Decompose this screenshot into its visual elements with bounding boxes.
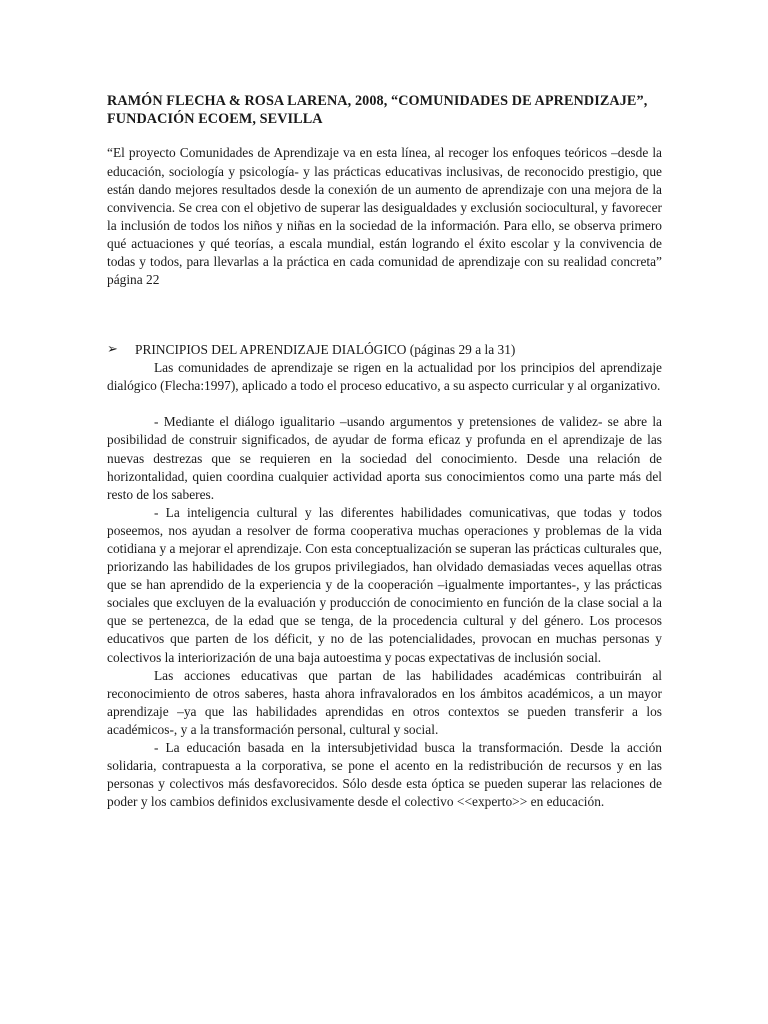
spacer [107,289,662,341]
principle-paragraph-academic-actions: Las acciones educativas que partan de las habilidades académicas contribuirán al reconocimiento de otros saberes, hasta ahora infravalorados en los ámbitos académicos, a un mayor aprendizaje –ya que las habilidades aprendidas en otros contextos se pueden transferir a los académicos-, y a la transformación personal, cultural y social. [107,667,662,737]
principle-paragraph-dialogue: - Mediante el diálogo igualitario –usando argumentos y pretensiones de validez- se abre la posibilidad de construir significados, de ayudar de forma eficaz y profunda en el aprendizaje de las nuevas destrezas que se requieren en la sociedad del conocimiento. Desde una relación de horizontalidad, quien coordina cualquier actividad aporta sus conocimientos como una parte más del resto de los saberes. [107,414,662,502]
arrow-bullet-icon: ➢ [107,342,118,358]
quote-paragraph: “El proyecto Comunidades de Aprendizaje va en esta línea, al recoger los enfoques teóricos –desde la educación, sociología y psicología- y las prácticas educativas inclusivas, de reconocido prestigio, que están dando mejores resultados desde la conexión de un aumento de aprendizaje con una mejora de la convivencia. Se crea con el objetivo de superar las desigualdades y exclusión sociocultural, y favorecer la inclusión de todos los niños y niñas en la sociedad de la información. Para ello, se observa primero qué actuaciones y qué teorías, a escala mundial, están logrando el éxito escolar y la convivencia de todas y todos, para llevarlas a la práctica en cada comunidad de aprendizaje con su realidad concreta” página 22 [107,145,662,288]
principle-paragraph-transformation: - La educación basada en la intersubjetividad busca la transformación. Desde la acción solidaria, contrapuesta a la corporativa, se pone el acento en la redistribución de recursos y en las personas y colectivos más desfavorecidos. Sólo desde esta óptica se pueden superar las relaciones de poder y los cambios definidos exclusivamente desde el colectivo <<experto>> en educación. [107,740,662,810]
section-heading [107,341,662,359]
document-page [107,92,662,811]
section-intro-paragraph: Las comunidades de aprendizaje se rigen en la actualidad por los principios del aprendizaje dialógico (Flecha:1997), aplicado a todo el proceso educativo, a su aspecto curricular y al organizativo. [107,360,662,394]
spacer [107,395,662,413]
document-title: RAMÓN FLECHA & ROSA LARENA, 2008, “COMUNIDADES DE APRENDIZAJE”, FUNDACIÓN ECOEM, SEVILLA [107,93,648,128]
section-heading-text: PRINCIPIOS DEL APRENDIZAJE DIALÓGICO (páginas 29 a la 31) [135,342,516,358]
principle-paragraph-cultural-intelligence: - La inteligencia cultural y las diferentes habilidades comunicativas, que todas y todos poseemos, nos ayudan a resolver de forma cooperativa muchas operaciones y problemas de la vida cotidiana y a mejorar el aprendizaje. Con esta conceptualización se superan las prácticas culturales que, priorizando las habilidades de los grupos privilegiados, han olvidado demasiadas veces aquellas otras que se han aprendido de la experiencia y de la cooperación –igualmente importantes-, y las prácticas sociales que excluyen de la evaluación y producción de conocimiento en función de la clase social a la que se pertenezca, de la edad que se tenga, de la procedencia cultural y del género. Los procesos educativos que parten de los déficit, y no de las potencialidades, provocan en muchas personas y colectivos la interiorización de una baja autoestima y pocas expectativas de inclusión social. [107,504,662,665]
